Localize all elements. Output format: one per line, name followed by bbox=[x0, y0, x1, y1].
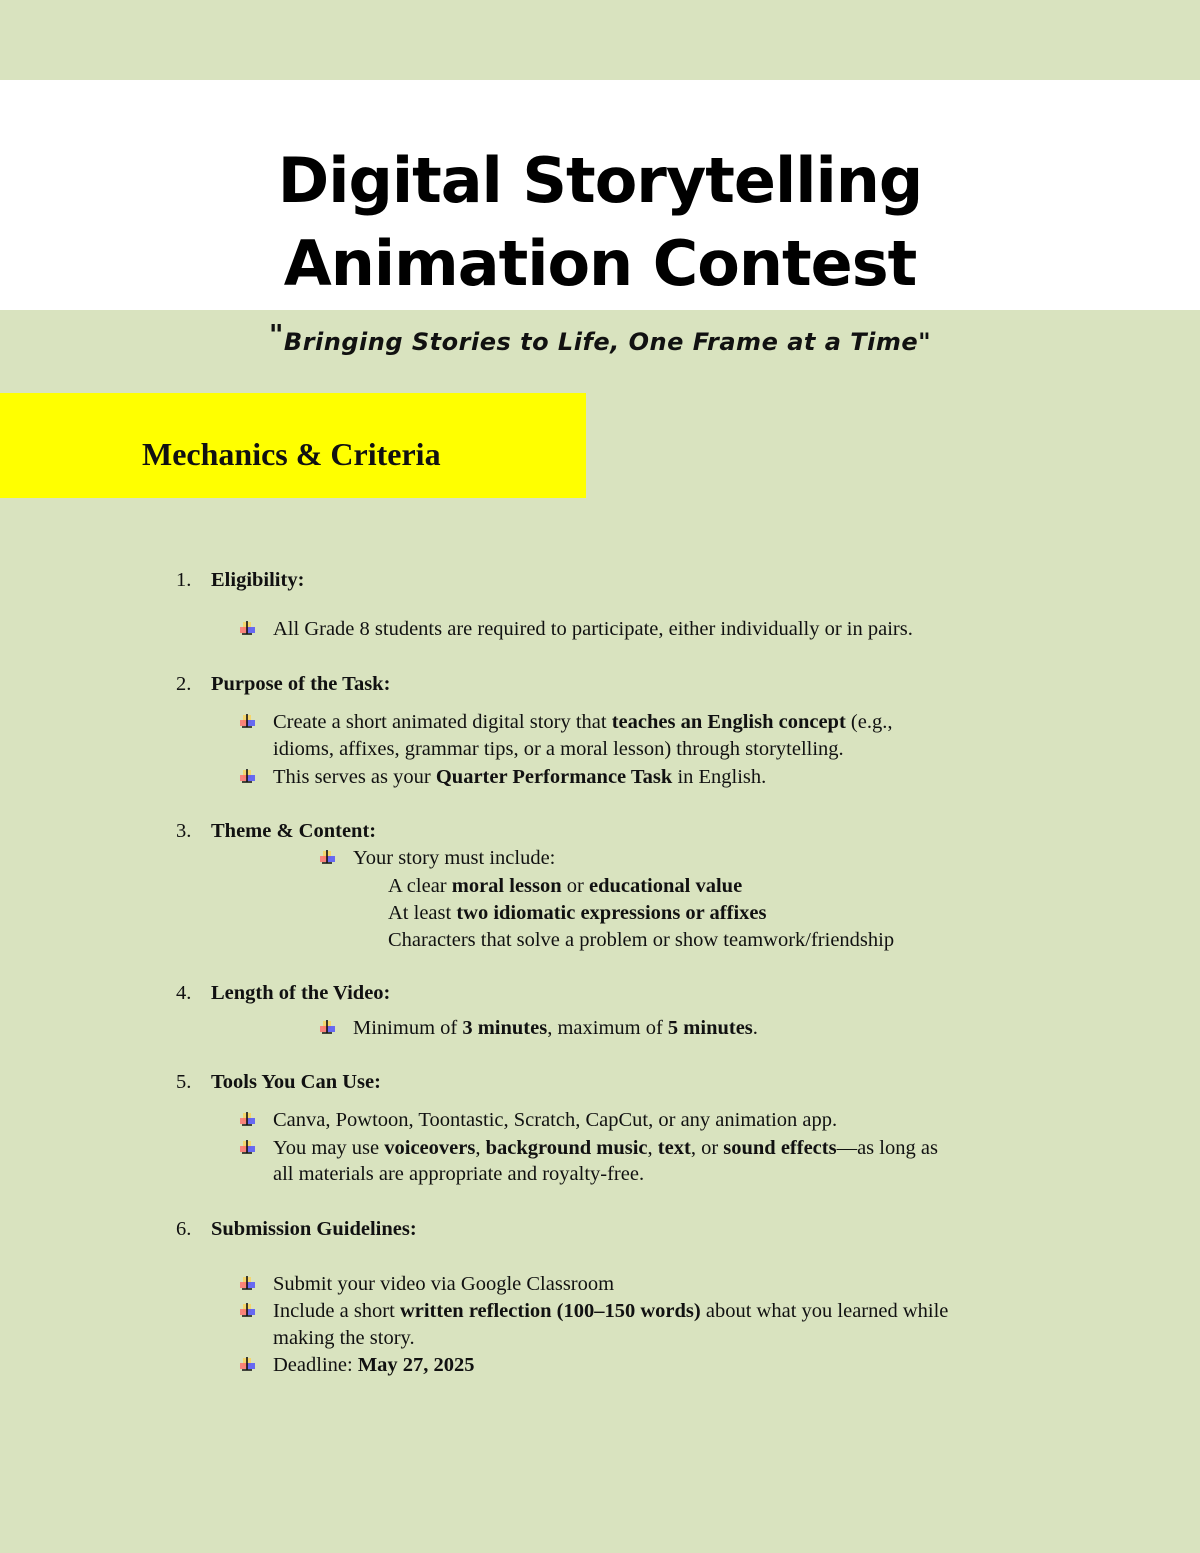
list-item-line bbox=[353, 1018, 758, 1039]
emphasized-text: Quarter Performance Task bbox=[435, 766, 673, 788]
list-item-line bbox=[273, 1355, 475, 1376]
emphasized-text: text bbox=[657, 1137, 691, 1159]
arrow-down-bullet-icon bbox=[240, 1276, 256, 1292]
text-segment: Include a short bbox=[273, 1300, 400, 1322]
emphasized-text: written reflection (100–150 words) bbox=[399, 1300, 701, 1322]
text-segment: , or bbox=[690, 1137, 724, 1159]
text-segment: All Grade 8 students are required to participate, either individually or in pairs. bbox=[273, 618, 913, 640]
section-number: 3. bbox=[176, 820, 192, 842]
text-segment: You may use bbox=[273, 1137, 385, 1159]
list-item-line bbox=[388, 903, 766, 924]
list-item-line bbox=[273, 1138, 938, 1159]
list-item-line bbox=[353, 848, 555, 869]
section-number: 2. bbox=[176, 673, 192, 695]
list-item-line bbox=[388, 876, 742, 897]
text-segment: about what you learned while bbox=[700, 1300, 949, 1322]
emphasized-text: two idiomatic expressions or affixes bbox=[456, 902, 767, 924]
text-segment: , bbox=[647, 1137, 658, 1159]
text-segment: Create a short animated digital story that bbox=[273, 711, 612, 733]
text-segment: in English. bbox=[672, 766, 767, 788]
list-item-line bbox=[273, 1301, 948, 1322]
section-heading: Mechanics & Criteria bbox=[142, 436, 441, 472]
section-number: 5. bbox=[176, 1071, 192, 1093]
text-segment: idioms, affixes, grammar tips, or a moral lesson) through storytelling. bbox=[273, 738, 844, 760]
emphasized-text: 5 minutes bbox=[667, 1017, 753, 1039]
text-segment: Deadline: bbox=[273, 1354, 358, 1376]
emphasized-text: educational value bbox=[588, 875, 743, 897]
section-number: 4. bbox=[176, 982, 192, 1004]
text-segment: or bbox=[561, 875, 589, 897]
list-item-line bbox=[273, 767, 766, 788]
section-number: 1. bbox=[176, 569, 192, 591]
text-segment: . bbox=[752, 1017, 758, 1039]
text-segment: —as long as bbox=[836, 1137, 938, 1159]
emphasized-text: teaches an English concept bbox=[611, 711, 846, 733]
tagline-open-quote: " bbox=[268, 318, 284, 351]
arrow-down-bullet-icon bbox=[240, 1357, 256, 1373]
text-segment: A clear bbox=[388, 875, 452, 897]
section-title: Length of the Video: bbox=[211, 982, 391, 1004]
emphasized-text: moral lesson bbox=[451, 875, 562, 897]
arrow-down-bullet-icon bbox=[240, 714, 256, 730]
text-segment: all materials are appropriate and royalty-free. bbox=[273, 1163, 645, 1185]
arrow-down-bullet-icon bbox=[320, 850, 336, 866]
text-segment: Minimum of bbox=[353, 1017, 463, 1039]
arrow-down-bullet-icon bbox=[320, 1020, 336, 1036]
title-line-1: Digital Storytelling bbox=[277, 144, 923, 217]
arrow-down-bullet-icon bbox=[240, 621, 256, 637]
section-number: 6. bbox=[176, 1218, 192, 1240]
emphasized-text: sound effects bbox=[723, 1137, 837, 1159]
text-segment: Your story must include: bbox=[353, 847, 556, 869]
emphasized-text: May 27, 2025 bbox=[357, 1354, 475, 1376]
section-title: Eligibility: bbox=[211, 569, 305, 591]
text-segment: This serves as your bbox=[273, 766, 436, 788]
text-segment: making the story. bbox=[273, 1327, 415, 1349]
text-segment: Characters that solve a problem or show teamwork/friendship bbox=[388, 929, 895, 951]
emphasized-text: voiceovers bbox=[384, 1137, 476, 1159]
arrow-down-bullet-icon bbox=[240, 1140, 256, 1156]
list-item-line bbox=[273, 739, 844, 760]
text-segment: , maximum of bbox=[547, 1017, 668, 1039]
list-item-line bbox=[273, 1274, 614, 1295]
list-item-line bbox=[273, 1164, 644, 1185]
list-item-line bbox=[273, 712, 892, 733]
text-segment: Canva, Powtoon, Toontastic, Scratch, CapCut, or any animation app. bbox=[273, 1109, 838, 1131]
section-title: Purpose of the Task: bbox=[211, 673, 391, 695]
list-item-line bbox=[388, 930, 894, 951]
arrow-down-bullet-icon bbox=[240, 1303, 256, 1319]
arrow-down-bullet-icon bbox=[240, 1112, 256, 1128]
section-title: Submission Guidelines: bbox=[211, 1218, 417, 1240]
text-segment: (e.g., bbox=[845, 711, 893, 733]
text-segment: At least bbox=[388, 902, 457, 924]
list-item-line bbox=[273, 619, 913, 640]
text-segment: , bbox=[475, 1137, 486, 1159]
title-line-2: Animation Contest bbox=[283, 227, 917, 300]
tagline-text: Bringing Stories to Life, One Frame at a Time" bbox=[283, 328, 932, 356]
tagline bbox=[0, 318, 1200, 356]
arrow-down-bullet-icon bbox=[240, 769, 256, 785]
section-title: Tools You Can Use: bbox=[211, 1071, 381, 1093]
emphasized-text: 3 minutes bbox=[462, 1017, 548, 1039]
list-item-line bbox=[273, 1328, 415, 1349]
section-title: Theme & Content: bbox=[211, 820, 377, 842]
text-segment: Submit your video via Google Classroom bbox=[273, 1273, 615, 1295]
list-item-line bbox=[273, 1110, 837, 1131]
emphasized-text: background music bbox=[485, 1137, 648, 1159]
